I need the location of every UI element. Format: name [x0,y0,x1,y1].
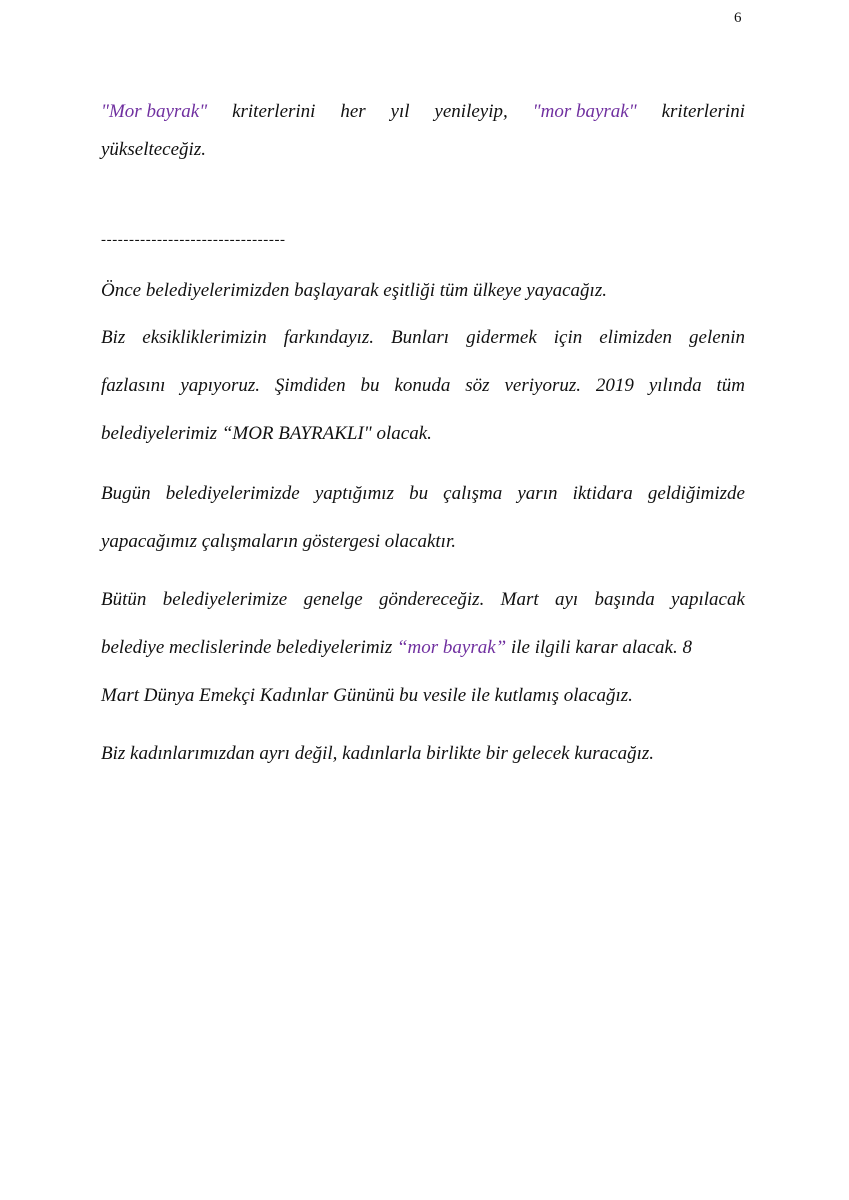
word: konuda [394,375,451,396]
page-number: 6 [734,10,742,26]
word: Bütün [101,589,147,610]
text-fragment: belediye meclislerinde belediyelerimiz [101,637,397,658]
word: yıl [390,101,410,122]
highlight-mor-bayrak: “mor bayrak” [396,637,507,658]
word: genelge [303,589,363,610]
justified-line [101,367,745,405]
word: başında [594,589,655,610]
word: tüm [716,375,745,396]
text-line: yükselteceğiz. [101,139,206,160]
text-line: belediyelerimiz “MOR BAYRAKLI" olacak. [101,423,432,444]
word: Bunları [391,327,450,348]
word: fazlasını [101,375,166,396]
separator-line: --------------------------------- [101,232,286,248]
justified-line [101,319,745,357]
word: eksikliklerimizin [142,327,267,348]
paragraph-future-together [101,735,745,773]
word: gidermek [466,327,537,348]
text-line: yapacağımız çalışmaların göstergesi olacaktır. [101,531,456,552]
word: için [553,327,583,348]
justified-line [101,475,745,513]
word: 2019 [595,375,634,396]
word: yarın [517,483,558,504]
text-line: Mart Dünya Emekçi Kadınlar Gününü bu vesile ile kutlamış olacağız. [101,685,633,706]
word: yapıyoruz. [180,375,260,396]
word: yılında [648,375,702,396]
justified-line [101,93,745,131]
word: Biz [101,327,126,348]
paragraph-circular [101,581,745,715]
paragraph-shortcomings [101,319,745,453]
word: iktidara [572,483,633,504]
highlight-mor-bayrak: "mor bayrak" [532,101,637,122]
word: Mart [500,589,539,610]
word: bu [360,375,380,396]
word: Şimdiden [274,375,346,396]
word: Bugün [101,483,151,504]
word: bu [409,483,429,504]
highlight-mor-bayrak: "Mor bayrak" [101,101,208,122]
word: göndereceğiz. [378,589,485,610]
text-fragment: ile ilgili karar alacak. 8 [506,637,692,658]
word: yenileyip, [434,101,508,122]
word: söz [465,375,490,396]
word: yapılacak [671,589,745,610]
word: ayı [554,589,579,610]
word: belediyelerimizde [165,483,300,504]
word: veriyoruz. [504,375,581,396]
word: belediyelerimize [162,589,288,610]
word: geldiğimizde [647,483,745,504]
word: kriterlerini [232,101,316,122]
word: gelenin [689,327,745,348]
word: her [340,101,366,122]
word: elimizden [599,327,673,348]
paragraph-equality [101,272,745,310]
text-line [101,629,745,667]
text-line: Önce belediyelerimizden başlayarak eşitliği tüm ülkeye yayacağız. [101,280,607,301]
word: kriterlerini [661,101,745,122]
word: yaptığımız [314,483,394,504]
text-line: Biz kadınlarımızdan ayrı değil, kadınlarla birlikte bir gelecek kuracağız. [101,743,655,764]
paragraph-work-today [101,475,745,561]
justified-line [101,581,745,619]
word: çalışma [443,483,503,504]
paragraph-mor-bayrak-criteria [101,93,745,169]
word: farkındayız. [283,327,375,348]
